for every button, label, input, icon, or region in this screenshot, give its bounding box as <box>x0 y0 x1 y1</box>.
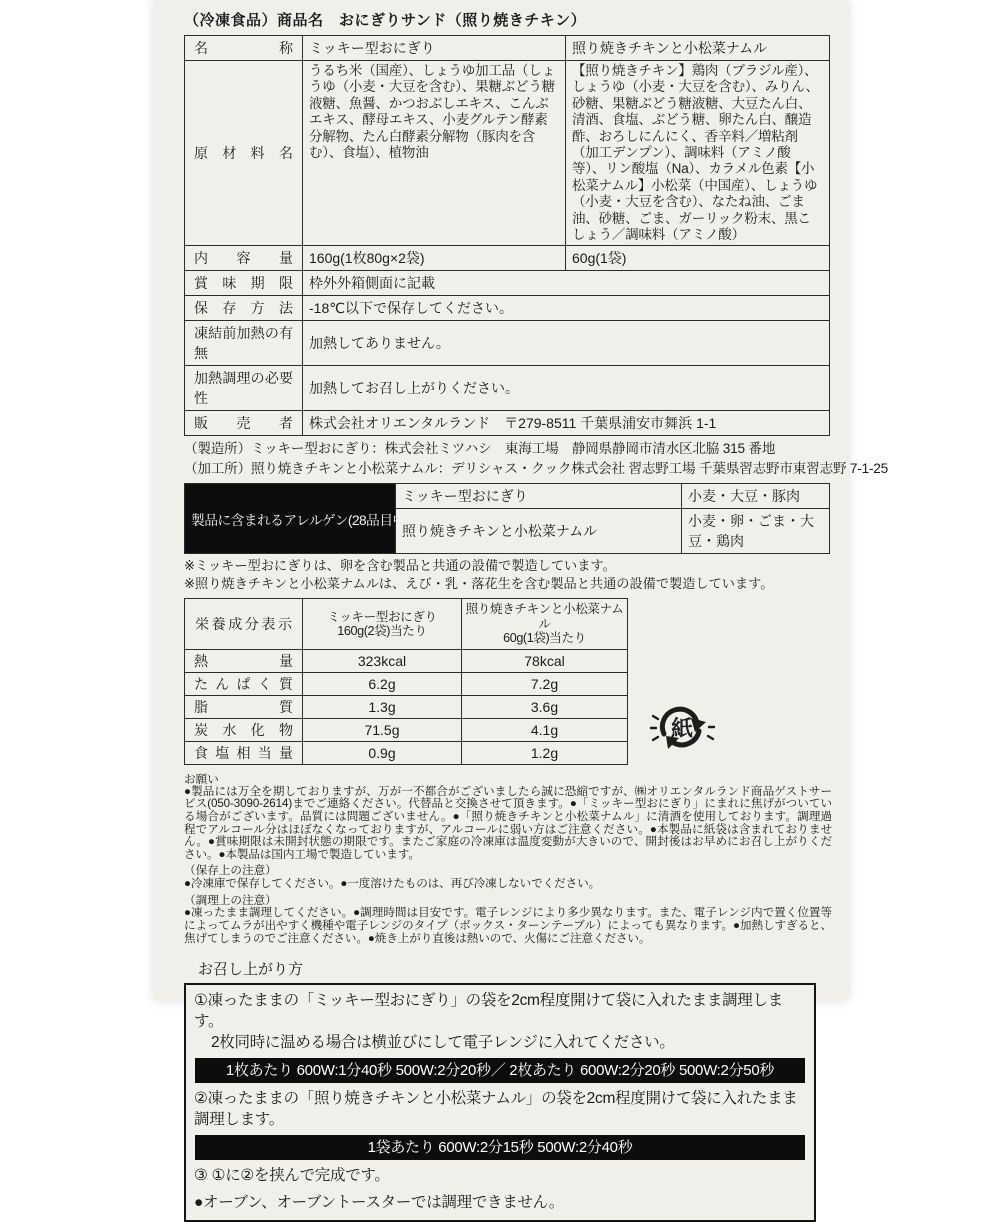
spec-row-heating <box>185 366 830 411</box>
spec-row-name <box>185 36 830 61</box>
nutrition-col-chicken-serving: 60g(1袋)当たり <box>503 631 586 646</box>
nutrition-label-protein: たんぱく質 <box>185 672 303 695</box>
nutrition-col-onigiri-serving: 160g(2袋)当たり <box>337 624 427 639</box>
allergen-title-cell: 製品に含まれるアレルゲン(28品目中) <box>185 484 396 554</box>
spec-row-ingredients <box>185 61 830 246</box>
allergen-product-onigiri: ミッキー型おにぎり <box>396 484 682 509</box>
paper-recycle-mark <box>650 698 714 765</box>
nutrition-header-row <box>185 599 628 650</box>
notice-body: ●製品には万全を期しておりますが、万が一不都合がございましたら誠に恐縮ですが、㈱オリエンタルランド商品ゲストサービス(050-3090-2614)までご連絡ください。代替品と交換させて頂きます。●「ミッキー型おにぎり」にまれに焦げがついている場合がございます。品質には問題ございません。●「照り焼きチキンと小松菜ナムル」に清酒を使用しております。調理過程でアルコール分はほぼなくなっておりますが、アルコールに弱い方はご注意ください。●本製品に紙袋は含まれておりません。●賞味期限は未開封状態の期限です。またご家庭の冷凍庫は温度変動が大きいので、開封後はお早めにお召し上がりください。●本製品は国内工場で製造しています。 <box>184 784 832 861</box>
ingredients-chicken: 【照り焼きチキン】鶏肉（ブラジル産）、しょうゆ（小麦・大豆を含む）、みりん、砂糖、果糖ぶどう糖液糖、大豆たん白、清酒、食塩、ぶどう糖、卵たん白、醸造酢、おろしにんにく、香辛料／増粘剤（加工デンプン）、調味料（アミノ酸等）、リン酸塩（Na）、カラメル色素【小松菜ナムル】小松菜（中国産）、しょうゆ（小麦・大豆を含む）、なたね油、ごま油、砂糖、ごま、ガーリック粉末、黒こしょう／調味料（アミノ酸） <box>566 61 830 246</box>
heating-value: 加熱してお召し上がりください。 <box>303 366 830 411</box>
spec-row-amount <box>185 246 830 271</box>
spec-label-ingredients: 原材料名 <box>185 61 303 246</box>
nutrition-col-chicken <box>462 599 628 650</box>
seller-value: 株式会社オリエンタルランド 〒279-8511 千葉県浦安市舞浜 1-1 <box>303 411 830 436</box>
spec-label-heating: 加熱調理の必要性 <box>185 366 303 411</box>
microwave-time-bar-chicken: 1袋あたり 600W:2分15秒 500W:2分40秒 <box>195 1135 805 1160</box>
oven-warning: ●オーブン、オーブントースターでは調理できません。 <box>194 1193 564 1211</box>
notice-section <box>184 773 832 946</box>
amount-onigiri: 160g(1枚80g×2袋) <box>303 246 566 271</box>
spec-table <box>184 35 830 436</box>
spec-row-expiry <box>185 271 830 296</box>
product-label-card <box>154 0 889 1211</box>
nutrition-row-fat <box>185 695 628 718</box>
notice-title: お願い <box>184 772 219 786</box>
spec-row-seller <box>185 411 830 436</box>
cooking-caution-title: （調理上の注意） <box>184 893 277 907</box>
spec-label-name: 名称 <box>185 36 303 61</box>
storage-value: -18℃以下で保存してください。 <box>303 296 830 321</box>
nutrition-col-onigiri <box>303 599 462 650</box>
nutrition-row-carbs <box>185 718 628 741</box>
spec-label-storage: 保存方法 <box>185 296 303 321</box>
spec-row-preheat <box>185 321 830 366</box>
howto-step-1b: 2枚同時に温める場合は横並びにして電子レンジに入れてください。 <box>211 1033 675 1051</box>
spec-name-chicken: 照り焼きチキンと小松菜ナムル <box>566 36 830 61</box>
spec-label-preheat: 凍結前加熱の有無 <box>185 321 303 366</box>
storage-caution-title: （保存上の注意） <box>184 864 277 878</box>
nutrition-col-onigiri-name: ミッキー型おにぎり <box>327 609 437 624</box>
howto-step-3: ③ ①に②を挟んで完成です。 <box>194 1166 390 1184</box>
cooking-caution-body: ●凍ったまま調理してください。●調理時間は目安です。電子レンジにより多少異なります。また、電子レンジ内で置く位置等によってムラが出やすく機種や電子レンジのタイプ（ボックス・ターンテーブル）によっても異なります。●加熱しすぎると、焦げてしまうのでご注意ください。●焼き上がり直後は熱いので、火傷にご注意ください。 <box>184 906 832 945</box>
nutrition-label-energy: 熱量 <box>185 649 303 672</box>
fat-onigiri: 1.3g <box>303 695 462 718</box>
howto-step-1: ①凍ったままの「ミッキー型おにぎり」の袋を2cm程度開けて袋に入れたまま調理します。 <box>194 991 783 1030</box>
product-header: （冷凍食品）商品名 おにぎりサンド（照り焼きチキン） <box>184 12 587 29</box>
allergen-notes <box>184 558 832 592</box>
nutrition-section <box>184 598 832 765</box>
factory-note-onigiri: （製造所）ミッキー型おにぎり：株式会社ミツハシ 東海工場 静岡県静岡市清水区北脇 315 番地 <box>184 441 776 457</box>
howto-title: お召し上がり方 <box>198 960 304 978</box>
nutrition-label-carbs: 炭水化物 <box>185 718 303 741</box>
paper-recycle-kanji: 紙 <box>670 715 694 741</box>
storage-caution-body: ●冷凍庫で保存してください。●一度溶けたものは、再び冷凍しないでください。 <box>184 876 601 890</box>
microwave-time-bar-onigiri: 1枚あたり 600W:1分40秒 500W:2分20秒／ 2枚あたり 600W:2分20秒 500W:2分50秒 <box>195 1058 805 1083</box>
nutrition-title: 栄養成分表示 <box>185 599 303 650</box>
allergen-table <box>184 483 830 554</box>
nutrition-col-chicken-name: 照り焼きチキンと小松菜ナムル <box>465 602 624 631</box>
energy-chicken: 78kcal <box>462 649 628 672</box>
nutrition-label-fat: 脂質 <box>185 695 303 718</box>
nutrition-row-salt <box>185 741 628 764</box>
spec-label-expiry: 賞味期限 <box>185 271 303 296</box>
spec-label-amount: 内容量 <box>185 246 303 271</box>
spec-label-seller: 販売者 <box>185 411 303 436</box>
allergen-note-onigiri: ※ミッキー型おにぎりは、卵を含む製品と共通の設備で製造しています。 <box>184 558 616 574</box>
fat-chicken: 3.6g <box>462 695 628 718</box>
allergen-product-chicken: 照り焼きチキンと小松菜ナムル <box>396 509 682 554</box>
allergen-note-chicken: ※照り焼きチキンと小松菜ナムルは、えび・乳・落花生を含む製品と共通の設備で製造しています。 <box>184 575 774 591</box>
nutrition-row-energy <box>185 649 628 672</box>
spec-name-onigiri: ミッキー型おにぎり <box>303 36 566 61</box>
expiry-value: 枠外外箱側面に記載 <box>303 271 830 296</box>
allergen-row-onigiri <box>185 484 830 509</box>
spec-row-storage <box>185 296 830 321</box>
carbs-chicken: 4.1g <box>462 718 628 741</box>
preheat-value: 加熱してありません。 <box>303 321 830 366</box>
howto-step-2: ②凍ったままの「照り焼きチキンと小松菜ナムル」の袋を2cm程度開けて袋に入れたまま調理します。 <box>194 1089 798 1128</box>
allergen-list-onigiri: 小麦・大豆・豚肉 <box>682 484 830 509</box>
salt-onigiri: 0.9g <box>303 741 462 764</box>
nutrition-row-protein <box>185 672 628 695</box>
protein-onigiri: 6.2g <box>303 672 462 695</box>
salt-chicken: 1.2g <box>462 741 628 764</box>
allergen-list-chicken: 小麦・卵・ごま・大豆・鶏肉 <box>682 509 830 554</box>
protein-chicken: 7.2g <box>462 672 628 695</box>
carbs-onigiri: 71.5g <box>303 718 462 741</box>
paper-recycle-icon <box>650 698 714 758</box>
factory-note-chicken: （加工所）照り焼きチキンと小松菜ナムル：デリシャス・クック株式会社 習志野工場 千葉県習志野市東習志野 7-1-25 <box>184 461 889 477</box>
howto-box <box>184 983 816 1222</box>
nutrition-table <box>184 598 628 765</box>
ingredients-onigiri: うるち米（国産）、しょうゆ加工品（しょうゆ（小麦・大豆を含む）、果糖ぶどう糖液糖、魚醤、かつおぶしエキス、こんぶエキス、酵母エキス、小麦グルテン酵素分解物、たん白酵素分解物（豚肉を含む）、食塩）、植物油 <box>303 61 566 246</box>
nutrition-label-salt: 食塩相当量 <box>185 741 303 764</box>
amount-chicken: 60g(1袋) <box>566 246 830 271</box>
factory-notes <box>184 439 889 478</box>
energy-onigiri: 323kcal <box>303 649 462 672</box>
